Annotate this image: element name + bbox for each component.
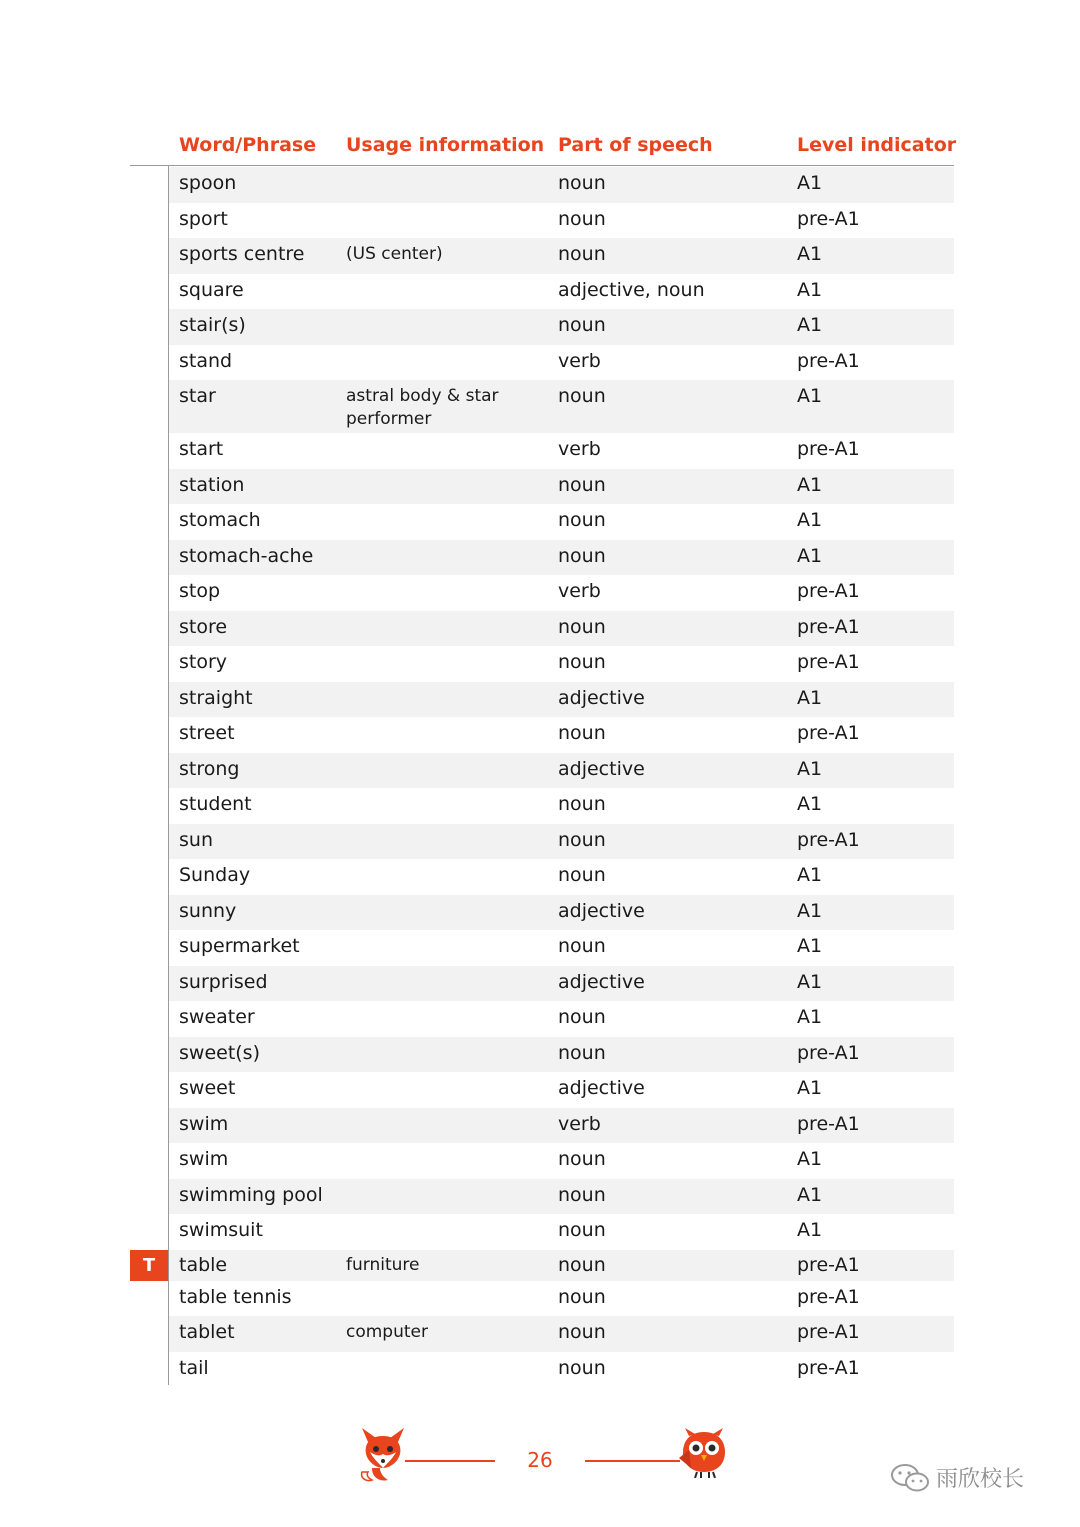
cell-part-of-speech: noun — [558, 935, 606, 957]
cell-part-of-speech: noun — [558, 651, 606, 673]
table-row — [169, 1072, 954, 1108]
table-row — [169, 1001, 954, 1037]
cell-level: A1 — [797, 509, 823, 531]
cell-word: swimming pool — [179, 1183, 323, 1206]
cell-word: swimsuit — [179, 1219, 263, 1241]
table-row — [169, 859, 954, 895]
table-header — [130, 128, 957, 166]
cell-part-of-speech: noun — [558, 544, 606, 567]
cell-word: Sunday — [179, 864, 251, 886]
table-row — [169, 433, 954, 469]
footer-rule-right — [585, 1460, 680, 1462]
cell-word: stair(s) — [179, 314, 246, 336]
table-row — [169, 504, 954, 540]
section-letter-tab: T — [130, 1250, 168, 1281]
cell-word: sweet(s) — [179, 1041, 260, 1064]
cell-word: story — [179, 651, 228, 673]
table-row — [169, 1281, 954, 1317]
header-word-phrase: Word/Phrase — [179, 134, 317, 156]
cell-word: street — [179, 722, 235, 744]
cell-word: straight — [179, 686, 253, 709]
cell-word: strong — [179, 757, 240, 780]
cell-part-of-speech: noun — [558, 172, 606, 194]
cell-word: spoon — [179, 172, 237, 194]
cell-level: pre-A1 — [797, 349, 860, 372]
cell-part-of-speech: noun — [558, 509, 606, 531]
cell-part-of-speech: noun — [558, 1183, 606, 1206]
cell-word: store — [179, 615, 228, 638]
cell-part-of-speech: noun — [558, 207, 606, 230]
cell-level: A1 — [797, 793, 823, 815]
cell-level: A1 — [797, 686, 823, 709]
cell-level: pre-A1 — [797, 615, 860, 638]
cell-part-of-speech: noun — [558, 1285, 606, 1308]
cell-usage: astral body & star performer — [346, 386, 499, 429]
cell-part-of-speech: noun — [558, 473, 606, 496]
cell-part-of-speech: noun — [558, 1321, 606, 1343]
cell-level: pre-A1 — [797, 1321, 860, 1343]
cell-word: sun — [179, 828, 213, 851]
table-row — [169, 203, 954, 239]
cell-word: stand — [179, 349, 233, 372]
cell-word: station — [179, 473, 245, 496]
table-row — [169, 1143, 954, 1179]
cell-part-of-speech: noun — [558, 1148, 606, 1170]
cell-part-of-speech: noun — [558, 243, 606, 265]
cell-usage: (US center) — [346, 244, 443, 264]
table-row — [169, 380, 954, 433]
cell-level: pre-A1 — [797, 722, 860, 744]
cell-part-of-speech: noun — [558, 1006, 606, 1028]
table-row — [169, 966, 954, 1002]
footer-rule-left — [405, 1460, 495, 1462]
cell-level: A1 — [797, 544, 823, 567]
cell-part-of-speech: noun — [558, 828, 606, 851]
cell-word: sweater — [179, 1006, 255, 1028]
table-row — [169, 1316, 954, 1352]
cell-word: surprised — [179, 970, 268, 993]
cell-part-of-speech: adjective — [558, 1077, 645, 1099]
cell-level: pre-A1 — [797, 580, 860, 602]
header-level-indicator: Level indicator — [797, 134, 957, 156]
cell-word: tablet — [179, 1321, 235, 1343]
cell-part-of-speech: adjective — [558, 757, 645, 780]
cell-level: A1 — [797, 473, 823, 496]
cell-word: stomach — [179, 509, 261, 531]
cell-level: pre-A1 — [797, 1253, 860, 1276]
cell-part-of-speech: adjective — [558, 970, 645, 993]
cell-level: pre-A1 — [797, 651, 860, 673]
table-row — [169, 824, 954, 860]
cell-level: A1 — [797, 1219, 823, 1241]
cell-level: pre-A1 — [797, 1356, 860, 1379]
cell-level: A1 — [797, 243, 823, 265]
table-row — [169, 753, 954, 789]
cell-part-of-speech: verb — [558, 349, 601, 372]
cell-part-of-speech: verb — [558, 580, 601, 602]
cell-part-of-speech: noun — [558, 793, 606, 815]
cell-level: A1 — [797, 1183, 823, 1206]
cell-level: A1 — [797, 172, 823, 194]
table-row — [169, 1352, 954, 1388]
cell-level: A1 — [797, 314, 823, 336]
table-row — [169, 540, 954, 576]
cell-part-of-speech: noun — [558, 385, 606, 407]
cell-word: stop — [179, 580, 221, 602]
wechat-icon — [890, 1463, 930, 1493]
cell-word: sport — [179, 207, 228, 230]
cell-level: A1 — [797, 1006, 823, 1028]
watermark-text: 雨欣校长 — [936, 1467, 1025, 1492]
table-row — [169, 646, 954, 682]
table-row — [169, 238, 954, 274]
cell-part-of-speech: noun — [558, 615, 606, 638]
table-row — [169, 930, 954, 966]
table-row — [169, 469, 954, 505]
table-row — [169, 788, 954, 824]
header-part-of-speech: Part of speech — [558, 134, 713, 156]
cell-word: start — [179, 438, 224, 460]
cell-level: A1 — [797, 1148, 823, 1170]
table-row — [169, 167, 954, 203]
cell-word: stomach-ache — [179, 544, 314, 567]
cell-word: tail — [179, 1356, 209, 1379]
cell-usage: furniture — [346, 1254, 420, 1275]
cell-word: swim — [179, 1148, 229, 1170]
cell-word: sports centre — [179, 243, 305, 265]
cell-part-of-speech: noun — [558, 1219, 606, 1241]
cell-word: square — [179, 278, 244, 301]
cell-usage: computer — [346, 1322, 428, 1342]
cell-level: A1 — [797, 385, 823, 407]
cell-level: pre-A1 — [797, 1112, 860, 1135]
cell-level: pre-A1 — [797, 828, 860, 851]
cell-part-of-speech: noun — [558, 314, 606, 336]
cell-part-of-speech: adjective — [558, 899, 645, 922]
cell-level: A1 — [797, 935, 823, 957]
table-row — [169, 309, 954, 345]
table-row — [169, 1037, 954, 1073]
cell-word: star — [179, 385, 216, 407]
cell-part-of-speech: noun — [558, 1253, 606, 1276]
cell-word: supermarket — [179, 935, 300, 957]
cell-level: pre-A1 — [797, 1041, 860, 1064]
owl-icon — [675, 1428, 729, 1478]
cell-level: A1 — [797, 864, 823, 886]
page-number: 26 — [527, 1448, 553, 1472]
cell-part-of-speech: verb — [558, 438, 601, 460]
cell-part-of-speech: noun — [558, 1041, 606, 1064]
vocabulary-table-body — [169, 167, 954, 1387]
table-row — [169, 274, 954, 310]
table-row — [169, 575, 954, 611]
cell-word: student — [179, 793, 252, 815]
cell-part-of-speech: adjective, noun — [558, 278, 705, 301]
cell-word: sweet — [179, 1077, 236, 1099]
cell-level: pre-A1 — [797, 438, 860, 460]
cell-part-of-speech: adjective — [558, 686, 645, 709]
cell-word: table tennis — [179, 1285, 292, 1308]
watermark — [890, 1462, 1024, 1493]
cell-level: A1 — [797, 970, 823, 993]
cell-level: A1 — [797, 757, 823, 780]
cell-word: swim — [179, 1112, 229, 1135]
cell-word: sunny — [179, 899, 237, 922]
table-row — [169, 1214, 954, 1250]
cell-part-of-speech: verb — [558, 1112, 601, 1135]
table-row — [169, 611, 954, 647]
cell-level: pre-A1 — [797, 1285, 860, 1308]
cell-level: pre-A1 — [797, 207, 860, 230]
header-usage-information: Usage information — [346, 134, 545, 156]
table-row — [169, 1108, 954, 1144]
cell-word: table — [179, 1253, 228, 1276]
fox-icon — [358, 1428, 408, 1482]
cell-level: A1 — [797, 899, 823, 922]
cell-level: A1 — [797, 1077, 823, 1099]
table-row — [169, 895, 954, 931]
table-row — [169, 682, 954, 718]
table-row — [169, 717, 954, 753]
cell-part-of-speech: noun — [558, 1356, 606, 1379]
cell-level: A1 — [797, 278, 823, 301]
table-row — [169, 345, 954, 381]
cell-part-of-speech: noun — [558, 864, 606, 886]
cell-part-of-speech: noun — [558, 722, 606, 744]
table-row — [169, 1179, 954, 1215]
table-row — [169, 1250, 954, 1281]
